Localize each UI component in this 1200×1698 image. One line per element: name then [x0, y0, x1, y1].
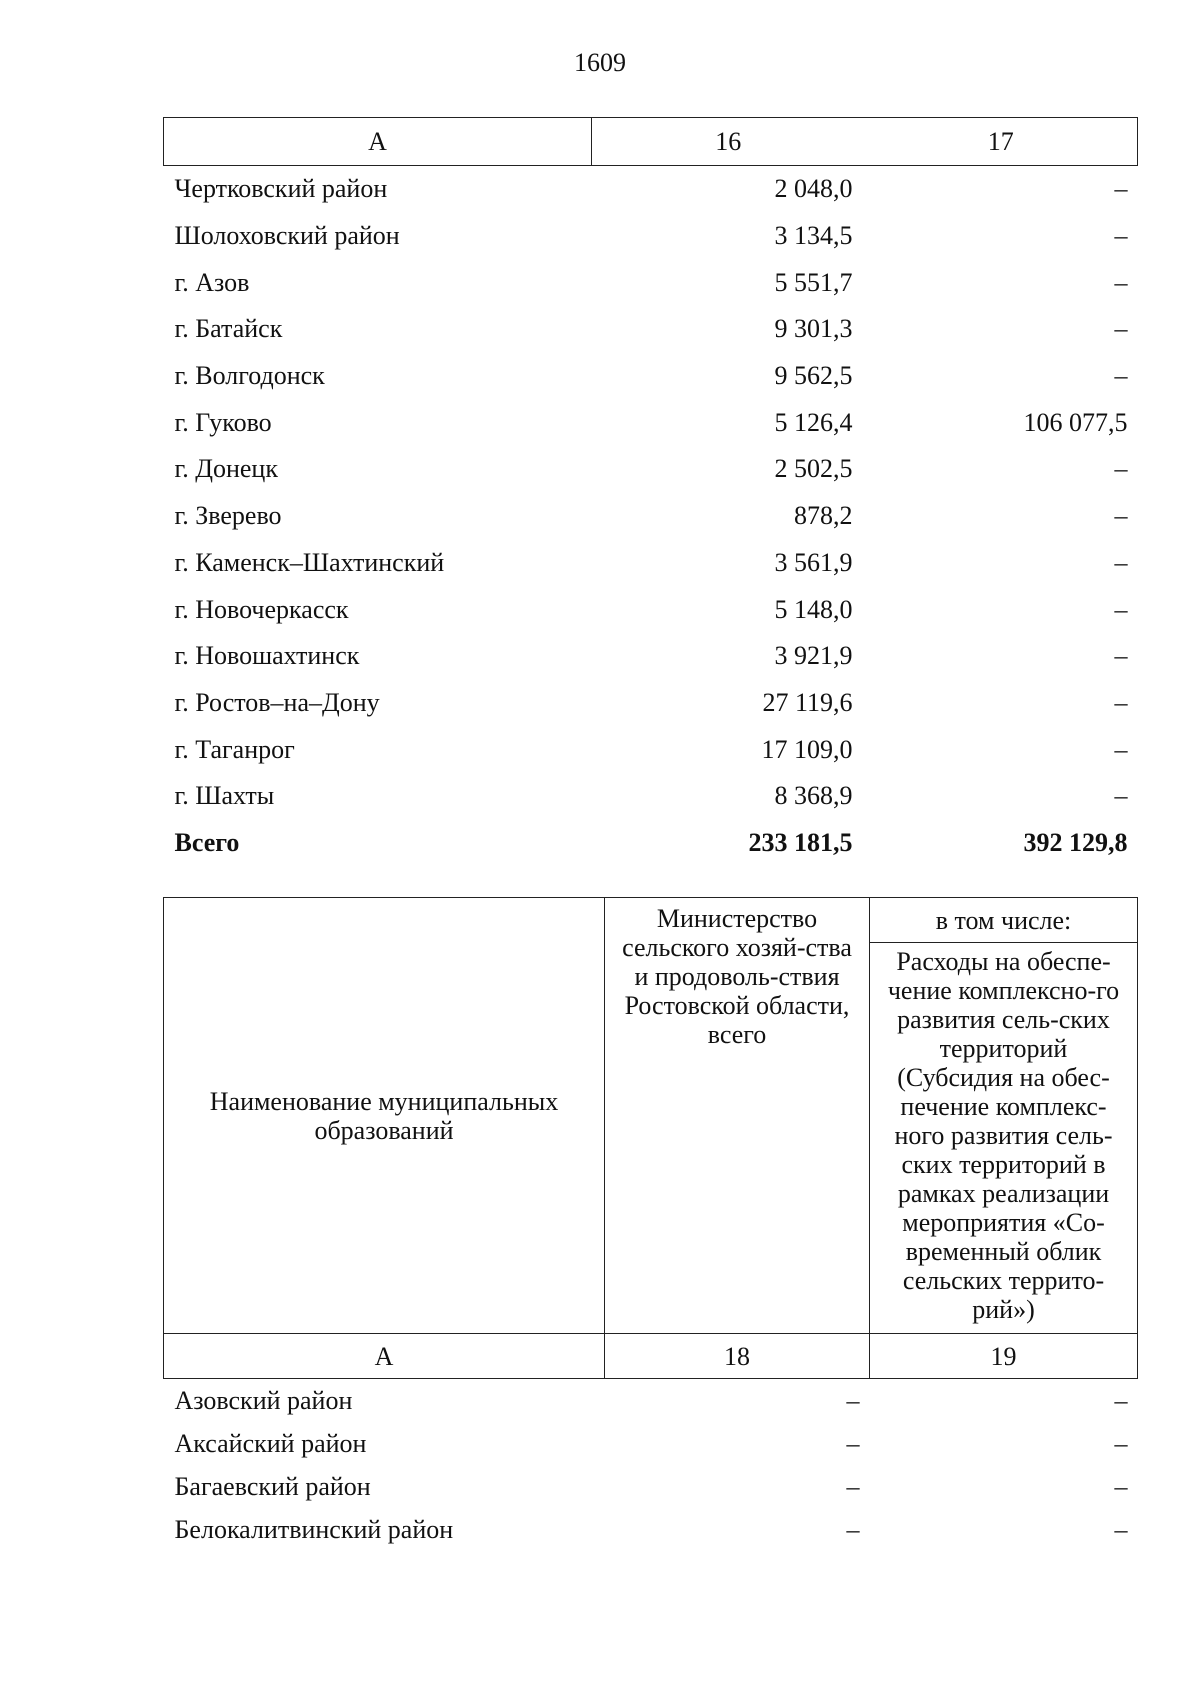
- value-col-17: –: [1114, 174, 1128, 204]
- column-number-a: А: [164, 1334, 605, 1379]
- value-col-16: 27 119,6: [762, 687, 853, 717]
- value-col-18: –: [846, 1428, 860, 1458]
- value-col-17: –: [1114, 501, 1128, 531]
- table-row: [164, 1422, 1138, 1465]
- column-header-17: 17: [865, 118, 1138, 166]
- table-1: [163, 117, 1138, 866]
- table-row: [164, 1465, 1138, 1508]
- table-row: [164, 259, 1138, 306]
- value-col-19: –: [1114, 1471, 1128, 1501]
- value-col-16: 2 502,5: [774, 454, 853, 484]
- header-rural-development-expenses: Расходы на обеспе-чение комплексно-го развития сель-ских территорий (Субсидия на обес-печение комплекс-ного развития сель-ских территорий в рамках реализации мероприятия «Со-временный облик сельских террито-рий»): [870, 943, 1138, 1334]
- total-col-17: 392 129,8: [1023, 827, 1128, 857]
- column-header-16: 16: [592, 118, 865, 166]
- page-number: 1609: [574, 48, 626, 77]
- value-col-17: –: [1114, 641, 1128, 671]
- value-col-16: 9 301,3: [774, 314, 853, 344]
- table-row: [164, 353, 1138, 400]
- municipality-name: г. Ростов–на–Дону: [174, 687, 380, 717]
- municipality-name: Багаевский район: [174, 1471, 371, 1501]
- value-col-16: 3 134,5: [774, 221, 853, 251]
- value-col-16: 2 048,0: [774, 174, 853, 204]
- total-row: [164, 820, 1138, 867]
- value-col-16: 8 368,9: [774, 781, 853, 811]
- municipality-name: Шолоховский район: [174, 221, 400, 251]
- municipality-name: Белокалитвинский район: [174, 1514, 454, 1544]
- value-col-17: –: [1114, 594, 1128, 624]
- value-col-18: –: [846, 1471, 860, 1501]
- total-label: Всего: [174, 827, 240, 857]
- table-row: [164, 493, 1138, 540]
- value-col-19: –: [1114, 1428, 1128, 1458]
- value-col-16: 878,2: [794, 501, 853, 531]
- value-col-18: –: [846, 1514, 860, 1544]
- table-row: [164, 213, 1138, 260]
- value-col-16: 5 148,0: [774, 594, 853, 624]
- table-row: [164, 540, 1138, 587]
- value-col-16: 9 562,5: [774, 361, 853, 391]
- header-including: в том числе:: [870, 898, 1138, 943]
- municipality-name: г. Новочеркасск: [174, 594, 349, 624]
- table-row: [164, 1508, 1138, 1551]
- column-header-a: А: [164, 118, 592, 166]
- municipality-name: Чертковский район: [174, 174, 388, 204]
- header-municipality-name: Наименование муниципальных образований: [164, 898, 605, 1334]
- municipality-name: Аксайский район: [174, 1428, 367, 1458]
- column-number-19: 19: [870, 1334, 1138, 1379]
- value-col-17: –: [1114, 454, 1128, 484]
- value-col-19: –: [1114, 1514, 1128, 1544]
- municipality-name: г. Волгодонск: [174, 361, 325, 391]
- table-2-column-numbers: [164, 1334, 1138, 1379]
- value-col-16: 17 109,0: [761, 734, 853, 764]
- table-row: [164, 680, 1138, 727]
- municipality-name: г. Новошахтинск: [174, 641, 360, 671]
- table-row: [164, 633, 1138, 680]
- table-row: [164, 773, 1138, 820]
- table-row: [164, 1379, 1138, 1423]
- table-row: [164, 446, 1138, 493]
- value-col-17: –: [1114, 687, 1128, 717]
- table-1-header: [164, 118, 1138, 166]
- value-col-18: –: [846, 1385, 860, 1415]
- header-ministry-total: Министерство сельского хозяй-ства и продоволь-ствия Ростовской области, всего: [605, 898, 870, 1334]
- value-col-16: 3 921,9: [774, 641, 853, 671]
- table-row: [164, 726, 1138, 773]
- value-col-16: 5 551,7: [774, 267, 853, 297]
- value-col-17: –: [1114, 314, 1128, 344]
- municipality-name: г. Зверево: [174, 501, 282, 531]
- municipality-name: г. Батайск: [174, 314, 283, 344]
- table-row: [164, 306, 1138, 353]
- municipality-name: г. Азов: [174, 267, 250, 297]
- value-col-17: –: [1114, 361, 1128, 391]
- municipality-name: г. Гуково: [174, 407, 272, 437]
- municipality-name: г. Таганрог: [174, 734, 295, 764]
- table-2: [163, 897, 1138, 1551]
- table-row: [164, 166, 1138, 213]
- municipality-name: г. Донецк: [174, 454, 278, 484]
- value-col-16: 5 126,4: [774, 407, 853, 437]
- total-col-16: 233 181,5: [748, 827, 853, 857]
- value-col-17: –: [1114, 547, 1128, 577]
- column-number-18: 18: [605, 1334, 870, 1379]
- table-row: [164, 399, 1138, 446]
- value-col-17: –: [1114, 221, 1128, 251]
- value-col-17: –: [1114, 781, 1128, 811]
- municipality-name: Азовский район: [174, 1385, 353, 1415]
- value-col-19: –: [1114, 1385, 1128, 1415]
- value-col-16: 3 561,9: [774, 547, 853, 577]
- value-col-17: –: [1114, 734, 1128, 764]
- table-row: [164, 586, 1138, 633]
- value-col-17: 106 077,5: [1023, 407, 1128, 437]
- value-col-17: –: [1114, 267, 1128, 297]
- municipality-name: г. Шахты: [174, 781, 275, 811]
- municipality-name: г. Каменск–Шахтинский: [174, 547, 445, 577]
